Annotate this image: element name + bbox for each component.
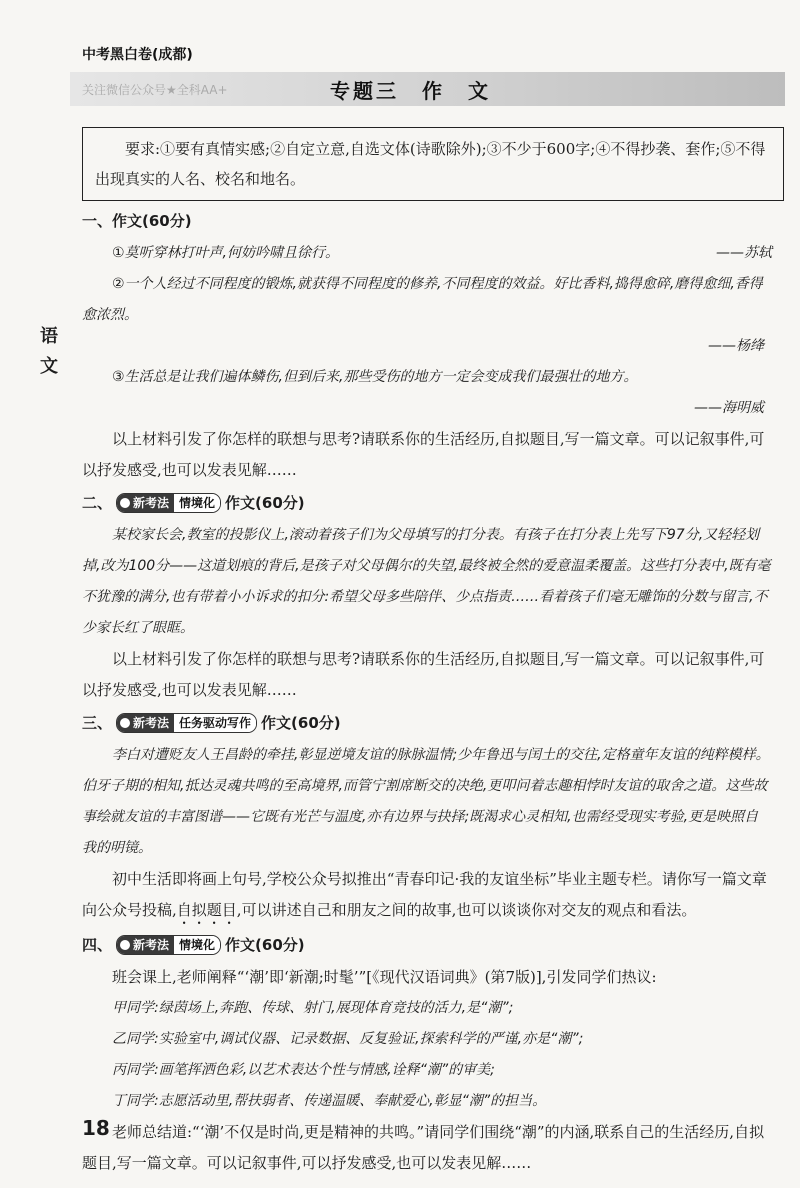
section-two-prompt: 以上材料引发了你怎样的联想与思考?请联系你的生活经历,自拟题目,写一篇文章。可以记叙事件,可以抒发感受,也可以发表见解…… (82, 650, 765, 699)
tag-type: 情境化 (174, 493, 220, 513)
prompt-text: ,可以讲述自己和朋友之间的故事,也可以谈谈你对交友的观点和看法。 (236, 901, 697, 919)
section-title: 作文(60分) (261, 713, 341, 732)
section-three-prompt (82, 864, 772, 928)
section-number: 三、 (82, 713, 113, 732)
section-title: 作文(60分) (225, 935, 305, 954)
section-two-material: 某校家长会,教室的投影仪上,滚动着孩子们为父母填写的打分表。有孩子在打分表上先写下97分,又轻轻划掉,改为100分——这道划痕的背后,是孩子对父母偶尔的失望,最终被全然的爱意温柔覆盖。这些打分表中,既有毫不犹豫的满分,也有带着小小诉求的扣分:希望父母多些陪伴、少点指责……看着孩子们毫无雕饰的分数与留言,不少家长红了眼眶。 (82, 527, 771, 636)
book-label: 中考黑白卷(成都) (82, 47, 193, 63)
tag-label: 新考法 (133, 715, 170, 730)
side-tab-char: 语 (40, 326, 58, 347)
quote-text: ①莫听穿林打叶声,何妨吟啸且徐行。 (112, 245, 340, 261)
subject-side-tab (38, 322, 60, 382)
prompt-text: 初中生活即将画上句号,学校公众号拟推出“青春印记·我的友谊坐标”毕业主题专栏。请你写一篇文章向公众号投稿, (82, 870, 767, 919)
quote-author: ——杨绛 (708, 338, 764, 354)
section-title: 作文(60分) (225, 493, 305, 512)
section-three-material: 李白对遭贬友人王昌龄的牵挂,彰显逆境友谊的脉脉温情;少年鲁迅与闰土的交往,定格童年友谊的纯粹模样。伯牙子期的相知,抵达灵魂共鸣的至高境界,而管宁割席断交的决绝,更叩问着志趣相悖时友谊的取舍之道。这些故事绘就友谊的丰富图谱——它既有光芒与温度,亦有边界与抉择;既渴求心灵相知,也需经受现实考验,更是映照自我的明镜。 (82, 747, 770, 856)
tag-label: 新考法 (133, 495, 170, 510)
section-four-intro: 班会课上,老师阐释“‘潮’即‘新潮;时髦’”[《现代汉语词典》(第7版)],引发同学们热议: (112, 968, 657, 986)
badge-icon (120, 718, 130, 728)
quote-author: ——海明威 (694, 400, 764, 416)
emphasized-text: 自拟题目 (176, 901, 237, 919)
badge-icon (120, 940, 130, 950)
section-two-heading (82, 486, 772, 520)
section-three-heading (82, 706, 772, 740)
section-one-prompt: 以上材料引发了你怎样的联想与思考?请联系你的生活经历,自拟题目,写一篇文章。可以记叙事件,可以抒发感受,也可以发表见解…… (82, 430, 765, 479)
section-four-summary: 老师总结道:“‘潮’不仅是时尚,更是精神的共鸣。”请同学们围绕“潮”的内涵,联系自己的生活经历,自拟题目,写一篇文章。可以记叙事件,可以抒发感受,也可以发表见解…… (82, 1123, 765, 1172)
side-tab-char: 文 (40, 356, 58, 377)
tag-label: 新考法 (133, 937, 170, 952)
badge-icon (120, 498, 130, 508)
quote-item (82, 238, 772, 269)
page-number: 18 (82, 1116, 110, 1140)
new-method-tag (116, 493, 221, 513)
quote-text: ③生活总是让我们遍体鳞伤,但到后来,那些受伤的地方一定会变成我们最强壮的地方。 (112, 369, 638, 385)
section-four-heading (82, 928, 772, 962)
student-opinion: 乙同学:实验室中,调试仪器、记录数据、反复验证,探索科学的严谨,亦是“潮”; (112, 1031, 584, 1047)
student-opinion: 甲同学:绿茵场上,奔跑、传球、射门,展现体育竞技的活力,是“潮”; (112, 1000, 514, 1016)
new-method-tag (116, 935, 221, 955)
page-title: 专题三 作 文 (330, 79, 491, 103)
section-number: 四、 (82, 935, 113, 954)
requirements-box: 要求:①要有真情实感;②自定立意,自选文体(诗歌除外);③不少于600字;④不得抄袭、套作;⑤不得出现真实的人名、校名和地名。 (82, 127, 784, 201)
quote-text: ②一个人经过不同程度的锻炼,就获得不同程度的修养,不同程度的效益。好比香料,捣得愈碎,磨得愈细,香得愈浓烈。 (82, 276, 763, 323)
quote-author: ——苏轼 (716, 245, 772, 261)
new-method-tag (116, 713, 257, 733)
tag-type: 任务驱动写作 (174, 713, 256, 733)
student-opinion: 丙同学:画笔挥洒色彩,以艺术表达个性与情感,诠释“潮”的审美; (112, 1062, 495, 1078)
tag-type: 情境化 (174, 935, 220, 955)
essay-content (82, 204, 772, 1179)
student-opinion: 丁同学:志愿活动里,帮扶弱者、传递温暖、奉献爱心,彰显“潮”的担当。 (112, 1093, 547, 1109)
banner-watermark: 关注微信公众号★全科AA+ (82, 83, 228, 97)
section-number: 二、 (82, 493, 113, 512)
section-banner (70, 72, 785, 106)
section-one-heading: 一、作文(60分) (82, 211, 192, 230)
